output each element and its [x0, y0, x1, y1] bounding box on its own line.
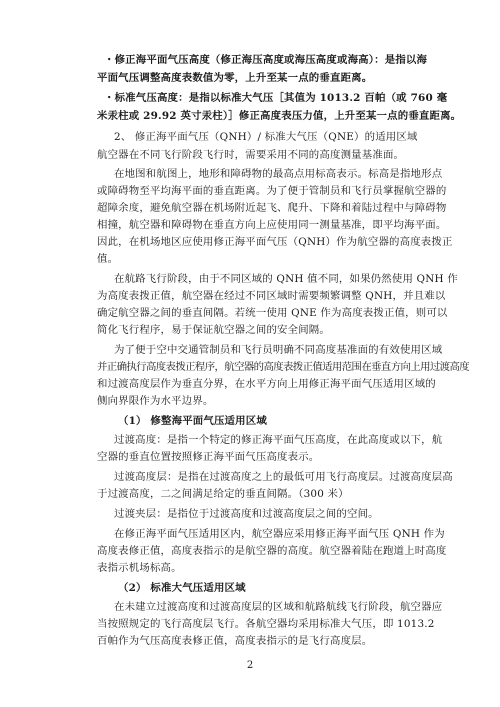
- body-line: 或障碍物至平均海平面的垂直距离。为了便于管制员和飞行员掌握航空器的: [97, 185, 447, 197]
- body-line: 相撞，航空器和障碍物在垂直方向上应使用同一测量基准，即平均海平面。: [97, 219, 447, 231]
- body-line: 表指示机场标高。: [97, 562, 182, 574]
- body-line: 简化飞行程序，易于保证航空器之间的安全间隔。: [97, 324, 330, 336]
- body-line: 在地图和航图上，地形和障碍物的最高点用标高表示。标高是指地形点: [114, 168, 443, 180]
- body-line: 因此，在机场地区应使用修正海平面气压（QNH）作为航空器的高度表拨正: [97, 236, 453, 248]
- body-line: 过渡高度：是指一个特定的修正海平面气压高度，在此高度或以下，航: [114, 434, 443, 446]
- page-number: 2: [246, 660, 254, 671]
- body-line: 为高度表拨正值，航空器在经过不同区域时需要频繁调整 QNH，并且难以: [97, 290, 446, 302]
- body-line: 值。: [97, 253, 119, 265]
- body-line: 航空器在不同飞行阶段飞行时，需要采用不同的高度测量基准面。: [97, 149, 405, 161]
- body-line: 和过渡高度层作为垂直分界，在水平方向上用修正海平面气压适用区域的: [97, 378, 436, 390]
- body-line: 百帕作为气压高度表修正值，高度表指示的是飞行高度层。: [97, 635, 373, 647]
- section-heading: 2、 修正海平面气压（QNH）/ 标准大气压（QNE）的适用区域: [114, 131, 418, 143]
- bullet-line: ・修正海平面气压高度（修正海压高度或海压高度或海高）：是指以海: [104, 54, 428, 66]
- body-line: 超障余度，避免航空器在机场附近起飞、爬升、下降和着陆过程中与障碍物: [97, 202, 447, 214]
- body-line: 当按照规定的飞行高度层飞行。各航空器均采用标准大气压，即 1013.2: [97, 618, 435, 630]
- body-line: 空器的垂直位置按照修正海平面气压高度表示。: [97, 451, 320, 463]
- body-line: 为了便于空中交通管制员和飞行员明确不同高度基准面的有效使用区域: [114, 344, 443, 356]
- body-line: 过渡夹层：是指位于过渡高度和过渡高度层之间的空间。: [114, 508, 379, 520]
- body-line: 并正确执行高度表拨正程序，航空器的高度表拨正值适用范围在垂直方向上用过渡高度: [97, 361, 470, 373]
- body-line: 在未建立过渡高度和过渡高度层的区域和航路航线飞行阶段，航空器应: [114, 601, 443, 613]
- body-line: 过渡高度层：是指在过渡高度之上的最低可用飞行高度层。过渡高度层高: [114, 471, 453, 483]
- body-line: 在修正海平面气压适用区内，航空器应采用修正海平面气压 QNH 作为: [114, 528, 445, 540]
- bullet-line: 米汞柱或 29.92 英寸汞柱）］修正高度表压力值，上升至某一点的垂直距离。: [97, 110, 462, 122]
- body-line: 高度表修正值，高度表指示的是航空器的高度。航空器着陆在跑道上时高度: [97, 545, 447, 557]
- body-line: 侧向界限作为水平边界。: [97, 395, 214, 407]
- body-line: 于过渡高度，二之间满足给定的垂直间隔。（300 米）: [97, 488, 349, 500]
- subsection-heading: （1） 修整海平面气压适用区域: [118, 415, 267, 427]
- bullet-line: ・标准气压高度：是指以标准大气压［其值为 1013.2 百帕（或 760 毫: [104, 92, 448, 104]
- subsection-heading: （2） 标准大气压适用区域: [118, 582, 246, 594]
- body-line: 确定航空器之间的垂直间隔。若统一使用 QNE 作为高度表拨正值，则可以: [97, 307, 448, 319]
- bullet-line: 平面气压调整高度表数值为零，上升至某一点的垂直距离。: [97, 72, 373, 84]
- body-line: 在航路飞行阶段，由于不同区域的 QNH 值不同，如果仍然使用 QNH 作: [114, 273, 458, 285]
